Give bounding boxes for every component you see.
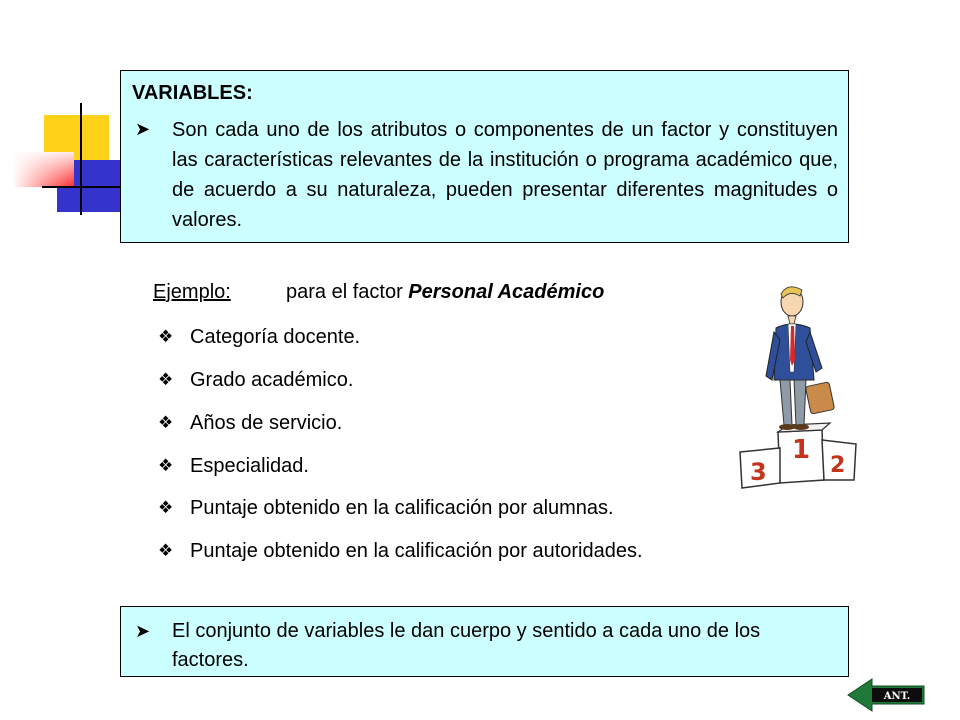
list-item: ❖ Especialidad. (158, 452, 309, 480)
podium-place-2: 2 (830, 453, 846, 478)
diamond-bullet-icon: ❖ (158, 327, 174, 346)
definition-item (132, 115, 838, 235)
podium-place-1: 1 (792, 435, 811, 465)
example-label: Ejemplo: (153, 281, 231, 303)
arrow-bullet-icon: ➤ (135, 119, 151, 139)
list-item: ❖ Años de servicio. (158, 409, 342, 437)
list-item: ❖ Grado académico. (158, 366, 353, 394)
definition-text: Son cada uno de los atributos o componentes de un factor y constituyen las características relevantes de la institución o programa académico que, de acuerdo a su naturaleza, pueden presentar diferentes magnitudes o valores. (172, 119, 838, 231)
example-factor: Personal Académico (408, 281, 605, 303)
conclusion-text: El conjunto de variables le dan cuerpo y sentido a cada uno de los factores. (172, 620, 761, 671)
diamond-bullet-icon: ❖ (158, 370, 174, 389)
podium-place-3: 3 (750, 458, 767, 486)
list-item: ❖ Categoría docente. (158, 323, 360, 351)
diamond-bullet-icon: ❖ (158, 413, 174, 432)
definition-box (120, 70, 849, 243)
diamond-bullet-icon: ❖ (158, 541, 174, 560)
diamond-bullet-icon: ❖ (158, 498, 174, 517)
list-item: ❖ Puntaje obtenido en la calificación por autoridades. (158, 537, 643, 565)
conclusion-box (120, 606, 849, 677)
list-item: ❖ Puntaje obtenido en la calificación por alumnas. (158, 494, 614, 522)
example-intro: para el factor (286, 281, 409, 303)
corner-decoration (0, 0, 140, 240)
back-label: ANT. (883, 691, 911, 702)
conclusion-item (132, 617, 838, 675)
podium-illustration (730, 280, 860, 495)
arrow-bullet-icon: ➤ (135, 621, 151, 641)
back-button[interactable] (846, 677, 926, 713)
example-line (153, 278, 604, 306)
diamond-bullet-icon: ❖ (158, 456, 174, 475)
definition-heading: VARIABLES: (132, 82, 253, 104)
